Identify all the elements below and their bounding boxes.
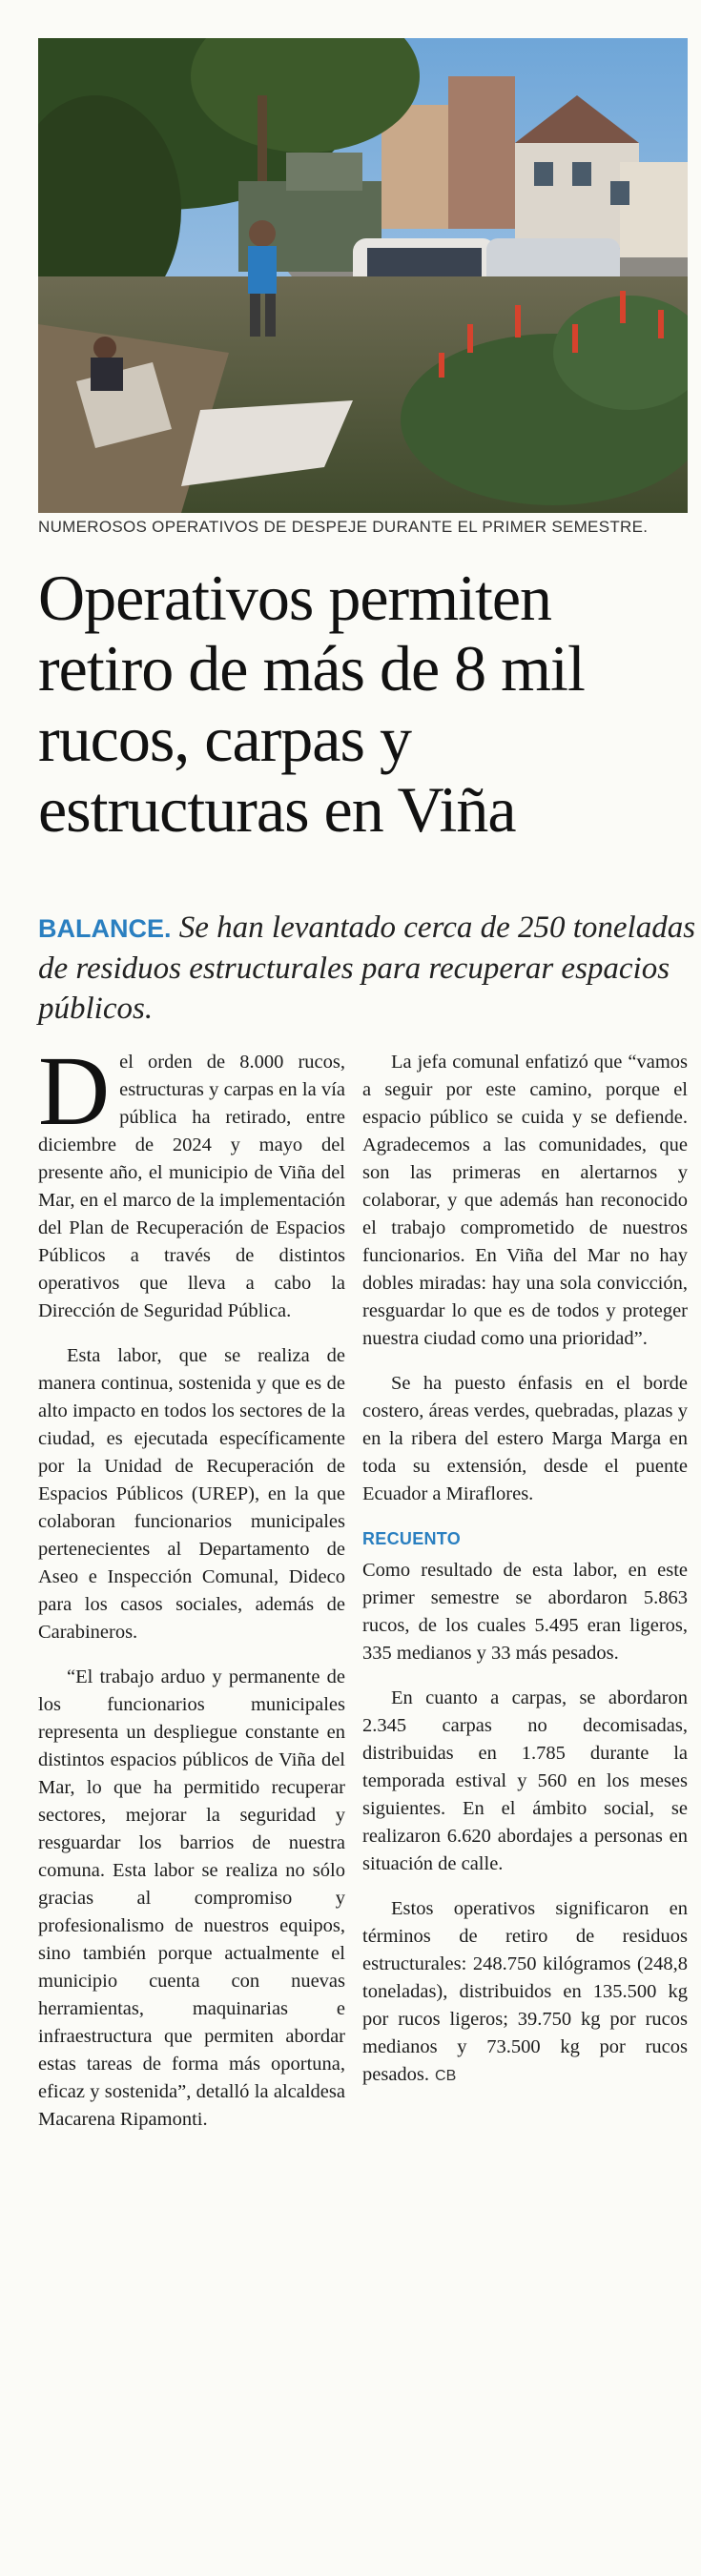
body-paragraph: La jefa comunal enfatizó que “vamos a seguir por este camino, porque el espacio público se cuida y se defiende. Agradecemos a las comunidades, que son las primeras en alertarnos y colaborar, y que además han reconocido el trabajo comprometido de nuestros funcionarios. En Viña del Mar no hay dobles miradas: hay una sola convicción, resguardar lo que es de todos y proteger nuestra ciudad como una prioridad”.: [362, 1052, 688, 1349]
body-paragraph: [38, 1036, 345, 1325]
body-paragraph: Como resultado de esta labor, en este primer semestre se abordaron 5.863 rucos, de los cuales 5.495 eran ligeros, 335 medianos y 33 más pesados.: [362, 1560, 688, 1664]
deck: [38, 908, 696, 1029]
end-mark: CB: [435, 2068, 457, 2084]
body-paragraph-text: Estos operativos significaron en términos de retiro de residuos estructurales: 248.750 kilógramos (248,8 toneladas), distribuidos en 135.500 kg por rucos ligeros; 39.750 kg por rucos medianos y 73.500 kg por rucos pesados.: [362, 1898, 688, 2085]
photo-caption: NUMEROSOS OPERATIVOS DE DESPEJE DURANTE EL PRIMER SEMESTRE.: [38, 518, 649, 536]
column-left: [38, 1036, 345, 2151]
headline: Operativos permiten retiro de más de 8 mil rucos, carpas y estructuras en Viña: [38, 562, 585, 846]
body-paragraph: Esta labor, que se realiza de manera continua, sostenida y que es de alto impacto en todos los sectores de la ciudad, es ejecutada específicamente por la Unidad de Recuperación de Espacios Públicos (UREP), en la que colaboran funcionarios municipales pertenecientes al Departamento de Aseo e Inspección Comunal, Dideco para los casos sociales, además de Carabineros.: [38, 1345, 345, 1643]
body-paragraph: [362, 1895, 688, 2090]
article-photo: [38, 38, 688, 513]
body-paragraph: “El trabajo arduo y permanente de los funcionarios municipales representa un despliegue constante en distintos espacios públicos de Viña del Mar, lo que ha permitido recuperar sectores, mejorar la seguridad y resguardar los barrios de nuestra comuna. Esta labor se realiza no sólo gracias al compromiso y profesionalismo de nuestros equipos, sino también porque actualmente el municipio cuenta con nuevas herramientas, maquinarias e infraestructura que permiten abordar estas tareas de forma más oportuna, eficaz y sostenida”, detalló la alcaldesa Macarena Ripamonti.: [38, 1666, 345, 2130]
section-subhead: RECUENTO: [362, 1529, 462, 1548]
drop-cap: D: [38, 1036, 111, 1146]
deck-kicker: BALANCE.: [38, 914, 172, 943]
deck-text: Se han levantado cerca de 250 toneladas de residuos estructurales para recuperar espacios públicos.: [38, 910, 696, 1026]
street-cleanup-illustration: [38, 38, 688, 513]
body-paragraph: En cuanto a carpas, se abordaron 2.345 carpas no decomisadas, distribuidas en 1.785 durante la temporada estival y 560 en los meses siguientes. En el ámbito social, se realizaron 6.620 abordajes a personas en situación de calle.: [362, 1687, 688, 1874]
body-paragraph: Se ha puesto énfasis en el borde costero, áreas verdes, quebradas, plazas y en la ribera del estero Marga Marga en toda su extensión, desde el puente Ecuador a Miraflores.: [362, 1373, 688, 1504]
column-right: [362, 1049, 688, 2107]
body-paragraph-text: el orden de 8.000 rucos, estructuras y carpas en la vía pública ha retirado, entre diciembre de 2024 y mayo del presente año, el municipio de Viña del Mar, en el marco de la implementación del Plan de Recuperación de Espacios Públicos a través de distintos operativos que lleva a cabo la Dirección de Seguridad Pública.: [38, 1052, 345, 1321]
